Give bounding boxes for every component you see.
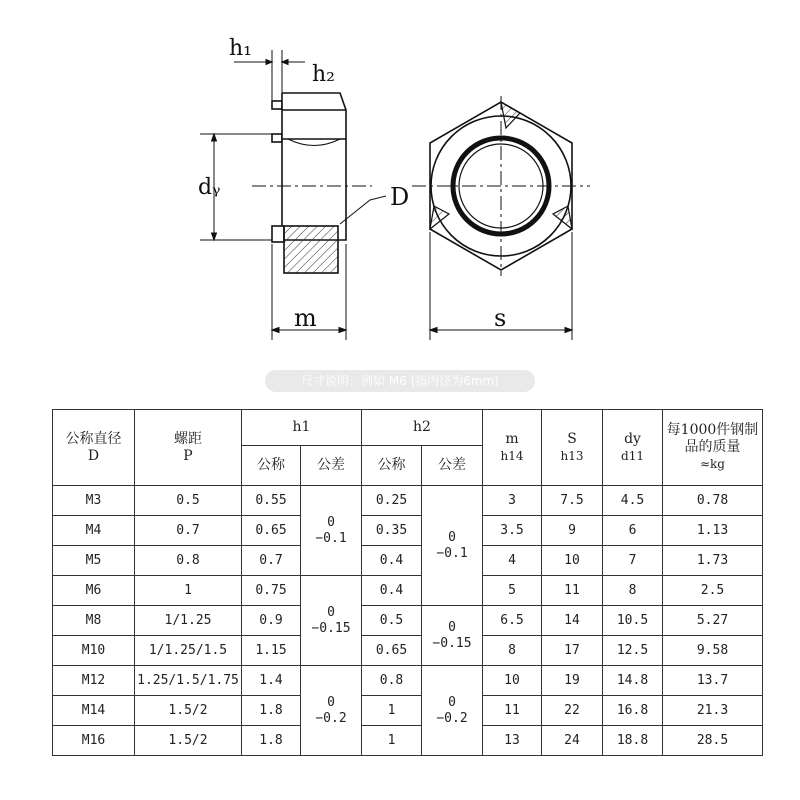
cell-S: 24 <box>542 726 603 756</box>
cell-h1-tol <box>301 576 362 666</box>
header-h1: h1 <box>242 410 362 446</box>
header-dy-top: dy <box>624 430 641 447</box>
label-D: D <box>390 183 410 211</box>
label-h1: h₁ <box>229 36 252 61</box>
header-m-bottom: h14 <box>500 448 524 463</box>
cell-D: M14 <box>53 696 135 726</box>
cell-h2: 1 <box>362 696 422 726</box>
cell-m: 5 <box>483 576 542 606</box>
cell-h2: 0.65 <box>362 636 422 666</box>
cell-h1: 1.15 <box>242 636 301 666</box>
cell-D: M5 <box>53 546 135 576</box>
cell-D: M8 <box>53 606 135 636</box>
cell-m: 11 <box>483 696 542 726</box>
cell-h2-tol <box>422 666 483 756</box>
cell-mass: 1.73 <box>663 546 763 576</box>
cell-dy: 14.8 <box>603 666 663 696</box>
cell-m: 10 <box>483 666 542 696</box>
spec-table <box>52 409 763 756</box>
cell-S: 7.5 <box>542 486 603 516</box>
table-row <box>53 486 763 516</box>
cell-mass: 28.5 <box>663 726 763 756</box>
table-row <box>53 666 763 696</box>
cell-P: 1/1.25 <box>135 606 242 636</box>
table-row <box>53 516 763 546</box>
cell-h2: 0.4 <box>362 576 422 606</box>
cell-dy: 10.5 <box>603 606 663 636</box>
cell-P: 1.25/1.5/1.75 <box>135 666 242 696</box>
cell-mass: 2.5 <box>663 576 763 606</box>
table-row <box>53 696 763 726</box>
cell-h1-tol <box>301 486 362 576</box>
cell-dy: 16.8 <box>603 696 663 726</box>
cell-S: 14 <box>542 606 603 636</box>
header-h1-nominal: 公称 <box>242 446 301 486</box>
weld-nut-drawing <box>0 0 800 360</box>
tol-upper: 0 <box>327 514 335 530</box>
cell-S: 22 <box>542 696 603 726</box>
cell-dy: 12.5 <box>603 636 663 666</box>
tol-upper: 0 <box>448 529 456 545</box>
cell-mass: 9.58 <box>663 636 763 666</box>
label-h2: h₂ <box>312 62 335 87</box>
cell-mass: 0.78 <box>663 486 763 516</box>
table-row <box>53 726 763 756</box>
tol-upper: 0 <box>448 694 456 710</box>
cell-D: M16 <box>53 726 135 756</box>
cell-h2: 0.8 <box>362 666 422 696</box>
cell-dy: 18.8 <box>603 726 663 756</box>
cell-h2: 0.5 <box>362 606 422 636</box>
cell-D: M3 <box>53 486 135 516</box>
cell-m: 13 <box>483 726 542 756</box>
cell-mass: 5.27 <box>663 606 763 636</box>
table-row <box>53 576 763 606</box>
cell-h2: 0.35 <box>362 516 422 546</box>
header-dy <box>603 410 663 486</box>
header-mass-line3: ≈kg <box>699 457 725 471</box>
table-row <box>53 546 763 576</box>
header-D <box>53 410 135 486</box>
header-h2-tolerance: 公差 <box>422 446 483 486</box>
header-S-top: S <box>567 430 577 447</box>
cell-S: 19 <box>542 666 603 696</box>
header-m-top: m <box>505 430 519 447</box>
cell-D: M10 <box>53 636 135 666</box>
header-h2: h2 <box>362 410 483 446</box>
cell-h2: 0.4 <box>362 546 422 576</box>
header-mass <box>663 410 763 486</box>
header-h2-nominal: 公称 <box>362 446 422 486</box>
cell-P: 0.8 <box>135 546 242 576</box>
caption-pill: 尺寸说明：例如 M6 (指内径为6mm) <box>265 370 535 392</box>
header-h1-tolerance: 公差 <box>301 446 362 486</box>
cell-m: 4 <box>483 546 542 576</box>
tol-upper: 0 <box>327 604 335 620</box>
cell-mass: 21.3 <box>663 696 763 726</box>
header-S <box>542 410 603 486</box>
header-S-bottom: h13 <box>560 448 584 463</box>
cell-dy: 4.5 <box>603 486 663 516</box>
tol-lower: −0.2 <box>436 710 468 726</box>
header-D-bottom: D <box>87 447 100 464</box>
cell-mass: 13.7 <box>663 666 763 696</box>
cell-h2-tol <box>422 486 483 606</box>
cell-m: 3.5 <box>483 516 542 546</box>
header-mass-line2: 品的质量 <box>684 439 741 455</box>
header-P <box>135 410 242 486</box>
table-row <box>53 636 763 666</box>
cell-h2: 0.25 <box>362 486 422 516</box>
front-view <box>412 96 590 276</box>
cell-h1: 1.4 <box>242 666 301 696</box>
header-dy-bottom: d11 <box>621 448 644 463</box>
cell-h1: 1.8 <box>242 696 301 726</box>
label-dy: dᵧ <box>198 175 221 200</box>
cell-S: 9 <box>542 516 603 546</box>
cell-P: 1.5/2 <box>135 696 242 726</box>
cell-P: 1/1.25/1.5 <box>135 636 242 666</box>
cell-h1-tol <box>301 666 362 756</box>
cell-h2-tol <box>422 606 483 666</box>
header-P-top: 螺距 <box>174 430 202 447</box>
cell-h1: 1.8 <box>242 726 301 756</box>
header-P-bottom: P <box>183 447 193 464</box>
cell-m: 3 <box>483 486 542 516</box>
tol-upper: 0 <box>327 694 335 710</box>
tol-lower: −0.2 <box>315 710 347 726</box>
cell-D: M6 <box>53 576 135 606</box>
cell-P: 1 <box>135 576 242 606</box>
cell-dy: 8 <box>603 576 663 606</box>
cell-S: 11 <box>542 576 603 606</box>
label-s: s <box>494 304 507 332</box>
label-m: m <box>294 304 317 332</box>
header-mass-line1: 每1000件钢制 <box>666 422 759 438</box>
table-row <box>53 606 763 636</box>
tol-lower: −0.15 <box>311 620 351 636</box>
cell-h1: 0.9 <box>242 606 301 636</box>
cell-P: 0.7 <box>135 516 242 546</box>
cell-S: 17 <box>542 636 603 666</box>
cell-m: 6.5 <box>483 606 542 636</box>
tol-lower: −0.1 <box>436 545 468 561</box>
cell-m: 8 <box>483 636 542 666</box>
tol-upper: 0 <box>448 619 456 635</box>
cell-D: M4 <box>53 516 135 546</box>
cell-D: M12 <box>53 666 135 696</box>
cell-h1: 0.7 <box>242 546 301 576</box>
side-view <box>252 93 372 273</box>
cell-S: 10 <box>542 546 603 576</box>
cell-dy: 7 <box>603 546 663 576</box>
cell-h2: 1 <box>362 726 422 756</box>
tol-lower: −0.15 <box>432 635 472 651</box>
tol-lower: −0.1 <box>315 530 347 546</box>
cell-h1: 0.55 <box>242 486 301 516</box>
cell-P: 0.5 <box>135 486 242 516</box>
header-D-top: 公称直径 <box>65 430 122 447</box>
cell-h1: 0.65 <box>242 516 301 546</box>
header-row-1 <box>53 410 763 446</box>
cell-mass: 1.13 <box>663 516 763 546</box>
cell-dy: 6 <box>603 516 663 546</box>
cell-h1: 0.75 <box>242 576 301 606</box>
cell-P: 1.5/2 <box>135 726 242 756</box>
header-m <box>483 410 542 486</box>
